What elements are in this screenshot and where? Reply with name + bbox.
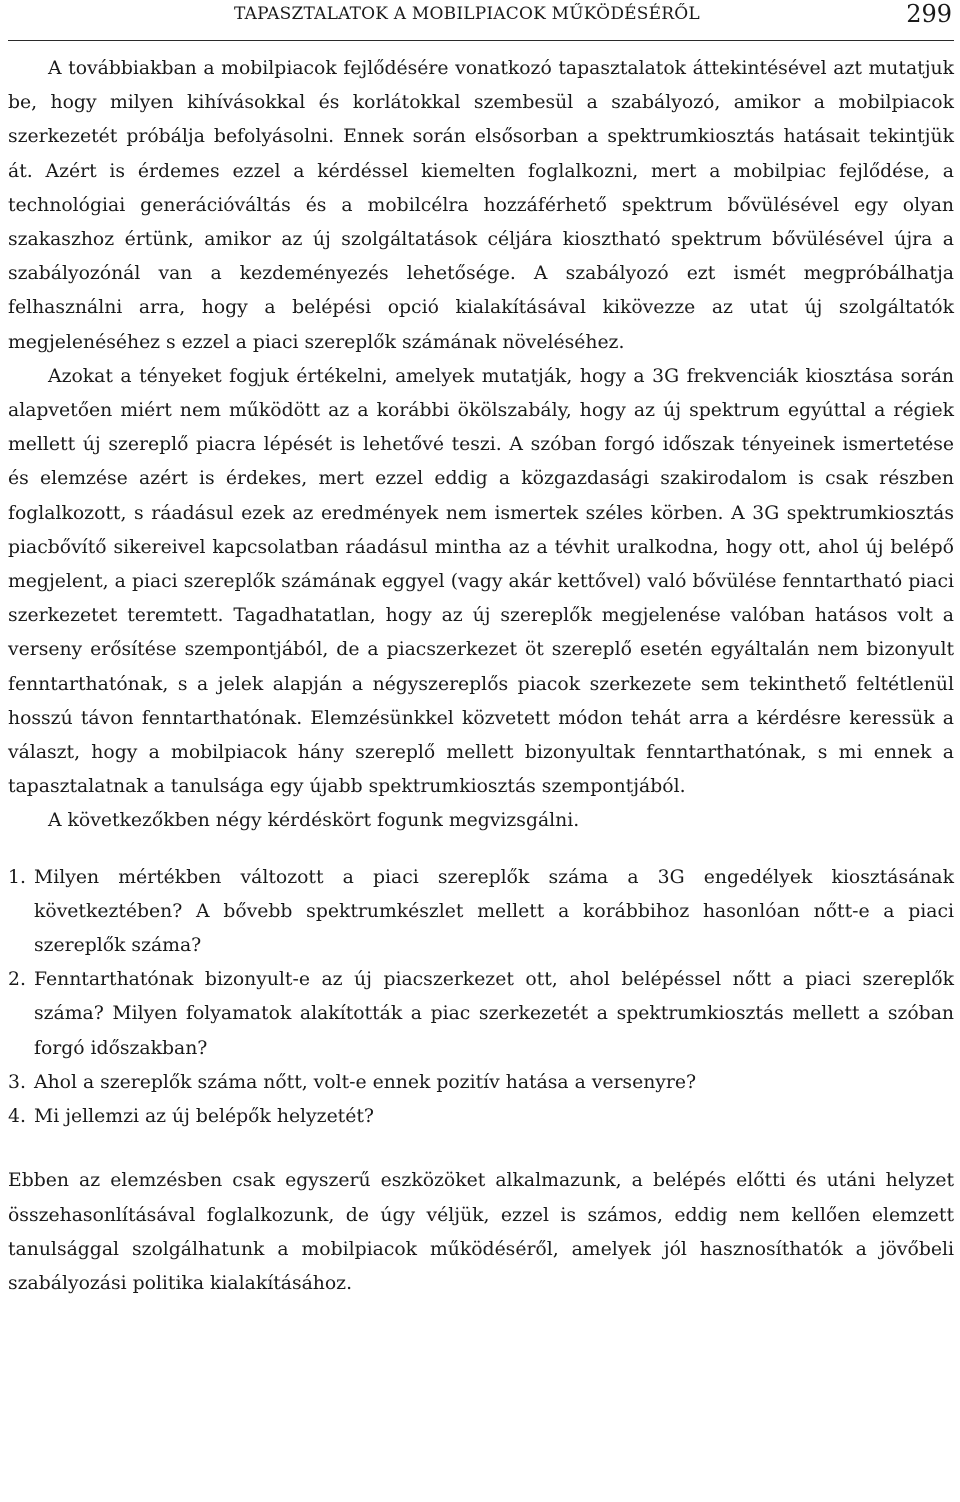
question-text: Mi jellemzi az új belépők helyzetét?: [34, 1106, 374, 1128]
question-number: 4.: [8, 1106, 26, 1128]
body-text: [8, 52, 954, 1301]
page-number: 299: [906, 0, 952, 28]
running-header: [8, 0, 954, 41]
paragraph-facts: Azokat a tényeket fogjuk értékelni, amelyek mutatják, hogy a 3G frekvenciák kiosztása során alapvetően miért nem működött az a korábbi ökölszabály, hogy az új spektrum egyúttal a régiek mellett új szereplő piacra lépését is lehetővé teszi. A szóban forgó időszak tényeinek ismertetése és elemzése azért is érdekes, mert ezzel eddig a közgazdasági szakirodalom is csak részben foglalkozott, s ráadásul ezek az eredmények nem ismertek széles körben. A 3G spektrumkiosztás piacbővítő sikereivel kapcsolatban ráadásul mintha az a tévhit uralkodna, hogy ott, ahol új belépő megjelent, a piaci szereplők számának eggyel (vagy akár kettővel) való bővülése fenntartható piaci szerkezetet teremtett. Tagadhatatlan, hogy az új szereplők megjelenése valóban hatásos volt a verseny erősítése szempontjából, de a piacszerkezet öt szereplő esetén egyáltalán nem bizonyult fenntarthatónak, s a jelek alapján a négyszereplős piacok szerkezete sem tekinthető feltétlenül hosszú távon fenntarthatónak. Elemzésünkkel közvetett módon tehát arra a kérdésre keressük a választ, hogy a mobilpiacok hány szereplő mellett bizonyultak fenntarthatónak, s mi ennek a tapasztalatnak a tanulsága egy újabb spektrumkiosztás szempontjából.: [8, 365, 954, 798]
paragraph-closing: Ebben az elemzésben csak egyszerű eszközöket alkalmazunk, a belépés előtti és utáni helyzet összehasonlításával foglalkozunk, de úgy véljük, ezzel is számos, eddig nem kellően elemzett tanulsággal szolgálhatunk a mobilpiacok működéséről, amelyek jól hasznosíthatók a jövőbeli szabályozási politika kialakításához.: [8, 1170, 954, 1294]
running-title: TAPASZTALATOK A MOBILPIACOK MŰKÖDÉSÉRŐL: [234, 4, 700, 24]
question-item: [8, 1100, 954, 1134]
question-number: 3.: [8, 1071, 26, 1093]
paragraph-lead-in: A következőkben négy kérdéskört fogunk megvizsgálni.: [48, 810, 580, 832]
book-page: [8, 0, 954, 1294]
question-text: Milyen mértékben változott a piaci szereplők száma a 3G engedélyek kiosztásának következtében? A bővebb spektrumkészlet mellett a korábbihoz hasonlóan nőtt-e a piaci szereplők száma?: [34, 866, 954, 957]
question-item: [8, 1066, 954, 1100]
question-item: [8, 963, 954, 1066]
paragraph-intro: A továbbiakban a mobilpiacok fejlődésére vonatkozó tapasztalatok áttekintésével azt mutatjuk be, hogy milyen kihívásokkal és korlátokkal szembesül a szabályozó, amikor a mobilpiacok szerkezetét próbálja befolyásolni. Ennek során elsősorban a spektrumkiosztás hatásait tekintjük át. Azért is érdemes ezzel a kérdéssel kiemelten foglalkozni, mert a mobilpiac fejlődése, a technológiai generációváltás és a mobilcélra hozzáférhető spektrum bővülésével egy olyan szakaszhoz értünk, amikor az új szolgáltatások céljára kiosztható spektrum bővülésével újra a szabályozónál van a kezdeményezés lehetősége. A szabályozó ezt ismét megpróbálhatja felhasználni arra, hogy a belépési opció kialakításával kikövezze az utat új szolgáltatók megjelenéséhez s ezzel a piaci szereplők számának növeléséhez.: [8, 58, 954, 353]
question-item: [8, 861, 954, 964]
question-number: 2.: [8, 969, 26, 991]
question-number: 1.: [8, 866, 26, 888]
question-text: Fenntarthatónak bizonyult-e az új piacszerkezet ott, ahol belépéssel nőtt a piaci szereplők száma? Milyen folyamatok alakították a piac szerkezetét a spektrumkiosztás mellett a szóban forgó időszakban?: [34, 969, 954, 1059]
question-text: Ahol a szereplők száma nőtt, volt-e ennek pozitív hatása a versenyre?: [34, 1071, 697, 1093]
question-list: [8, 861, 954, 1135]
